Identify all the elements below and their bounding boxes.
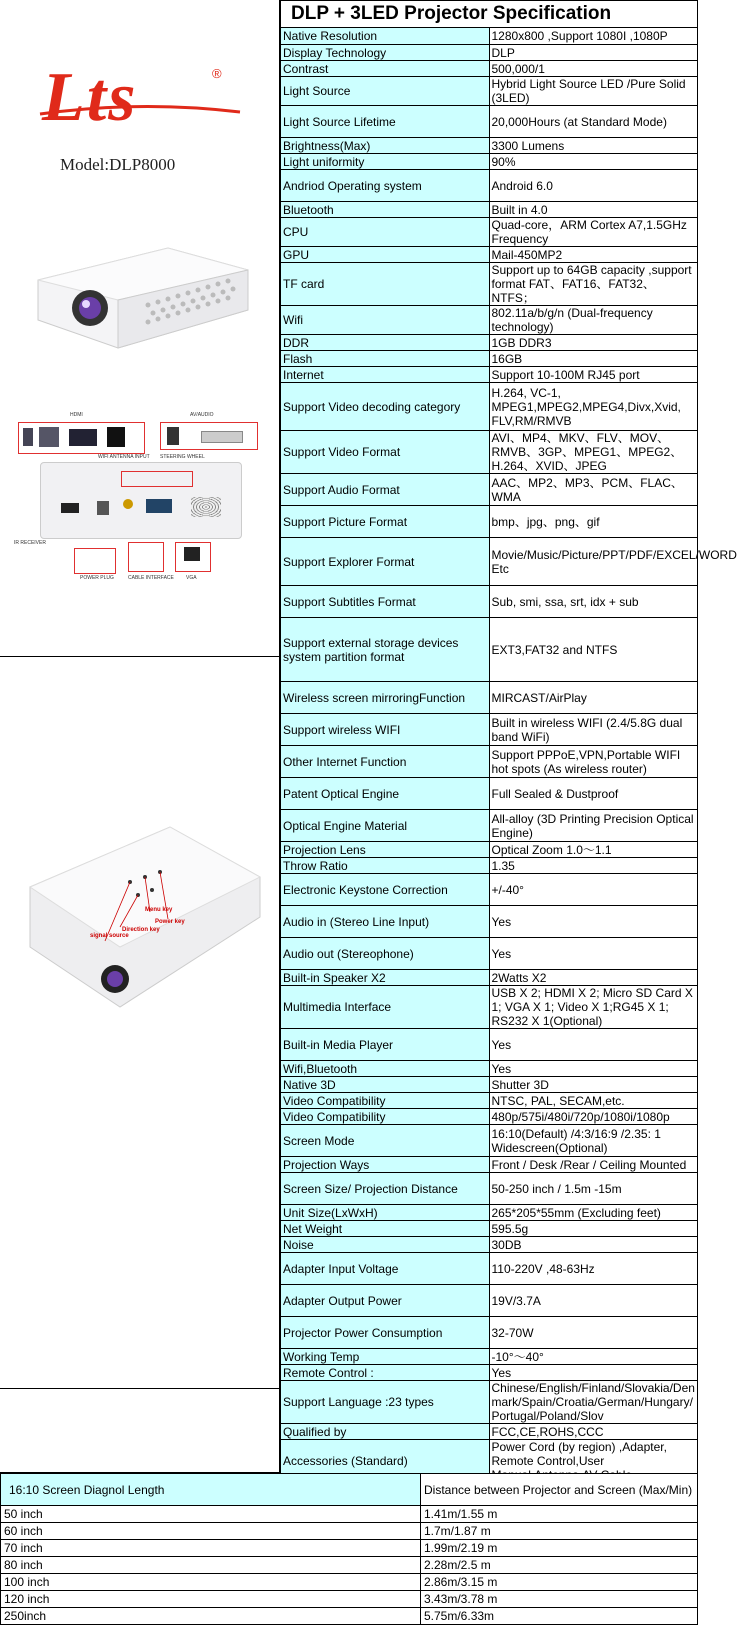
spec-label: Native 3D: [281, 1077, 490, 1093]
spec-value: Yes: [489, 1029, 698, 1061]
size-distance: 3.43m/3.78 m: [421, 1591, 698, 1608]
spec-value: 16GB: [489, 351, 698, 367]
spec-value: H.264, VC-1, MPEG1,MPEG2,MPEG4,Divx,Xvid, FLV,RM/RMVB: [489, 383, 698, 431]
spec-row: [281, 474, 698, 506]
model-label: Model:DLP8000: [60, 155, 176, 174]
spec-label: Brightness(Max): [281, 138, 490, 154]
spec-value: 500,000/1: [489, 61, 698, 77]
spec-row: [281, 247, 698, 263]
spec-row: [281, 970, 698, 986]
spec-label: Display Technology: [281, 45, 490, 61]
size-diagonal: 120 inch: [1, 1591, 421, 1608]
spec-row: [281, 138, 698, 154]
spec-value: -10°～40°: [489, 1349, 698, 1365]
spec-label: Electronic Keystone Correction: [281, 874, 490, 906]
monitor-icon: [184, 547, 200, 561]
label-hdmi: HDMI: [70, 412, 83, 418]
projector-top-view-photo: [20, 817, 270, 1017]
spec-row: [281, 842, 698, 858]
spec-row: [281, 28, 698, 45]
spec-value: Android 6.0: [489, 170, 698, 202]
spec-label: Accessories (Standard): [281, 1440, 490, 1483]
spec-value: NTSC, PAL, SECAM,etc.: [489, 1093, 698, 1109]
spec-label: Internet: [281, 367, 490, 383]
label-signal-source: signal source: [90, 933, 129, 939]
spec-value: Mail-450MP2: [489, 247, 698, 263]
spec-row: [281, 202, 698, 218]
spec-value: Shutter 3D: [489, 1077, 698, 1093]
product-photo-panel: [0, 657, 280, 1389]
spec-row: [281, 586, 698, 618]
spec-label: DDR: [281, 335, 490, 351]
spec-row: [281, 538, 698, 586]
header-distance: Distance between Projector and Screen (Max/Min): [421, 1474, 698, 1506]
spec-label: Wifi,Bluetooth: [281, 1061, 490, 1077]
size-row: [1, 1523, 698, 1540]
spec-value: 2Watts X2: [489, 970, 698, 986]
spec-label: Light Source: [281, 77, 490, 106]
spec-row: [281, 1424, 698, 1440]
spec-row: [281, 938, 698, 970]
spec-label: Support Video Format: [281, 431, 490, 474]
size-diagonal: 100 inch: [1, 1574, 421, 1591]
spec-row: [281, 1381, 698, 1424]
spec-value: Support up to 64GB capacity ,support format FAT、FAT16、FAT32、NTFS；: [489, 263, 698, 306]
console-icon: [107, 427, 125, 447]
header-diagonal: 16:10 Screen Diagnol Length: [1, 1474, 421, 1506]
spec-table: [280, 0, 737, 1483]
size-distance: 1.7m/1.87 m: [421, 1523, 698, 1540]
size-row: [1, 1557, 698, 1574]
spec-label: Light Source Lifetime: [281, 106, 490, 138]
size-distance: 1.41m/1.55 m: [421, 1506, 698, 1523]
spec-label: Video Compatibility: [281, 1109, 490, 1125]
spec-label: Throw Ratio: [281, 858, 490, 874]
spec-row: [281, 170, 698, 202]
label-vga: VGA: [186, 575, 197, 581]
spec-label: Built-in Speaker X2: [281, 970, 490, 986]
spec-row: [281, 367, 698, 383]
spec-value: Built in wireless WIFI (2.4/5.8G dual band WiFi): [489, 714, 698, 746]
spec-row: [281, 1285, 698, 1317]
label-steering-wheel: STEERING WHEEL: [160, 454, 205, 460]
spec-label: GPU: [281, 247, 490, 263]
spec-value: Chinese/English/Finland/Slovakia/Denmark/Spain/Croatia/German/Hungary/Portugal/Poland/Slov: [489, 1381, 698, 1424]
spec-value: Yes: [489, 938, 698, 970]
spec-value: 1.35: [489, 858, 698, 874]
spec-row: [281, 1109, 698, 1125]
spec-row: [281, 874, 698, 906]
spec-value: Power Cord (by region) ,Adapter, Remote Control,User: [489, 1440, 698, 1483]
spec-value: 20,000Hours (at Standard Mode): [489, 106, 698, 138]
spec-row: [281, 858, 698, 874]
size-row: [1, 1574, 698, 1591]
spec-label: Adapter Output Power: [281, 1285, 490, 1317]
label-power-plug: POWER PLUG: [80, 575, 114, 581]
spec-label: Projection Lens: [281, 842, 490, 858]
spec-label: Contrast: [281, 61, 490, 77]
brand-panel: [0, 0, 280, 657]
spec-value: Movie/Music/Picture/PPT/PDF/EXCEL/WORD Etc: [489, 538, 698, 586]
power-plug-box: [74, 548, 116, 574]
spec-row: [281, 682, 698, 714]
spec-label: Light uniformity: [281, 154, 490, 170]
spec-label: Support Explorer Format: [281, 538, 490, 586]
spec-value: 1280x800 ,Support 1080I ,1080P: [489, 28, 698, 45]
tablet-icon: [39, 427, 59, 447]
spec-value: 802.11a/b/g/n (Dual-frequency technology): [489, 306, 698, 335]
screen-size-table: [0, 1473, 698, 1625]
spec-label: Unit Size(LxWxH): [281, 1205, 490, 1221]
spec-value: Built in 4.0: [489, 202, 698, 218]
spec-value: Front / Desk /Rear / Ceiling Mounted: [489, 1157, 698, 1173]
spec-label: Net Weight: [281, 1221, 490, 1237]
spec-row: [281, 1125, 698, 1157]
spec-row: [281, 1365, 698, 1381]
spec-value: All-alloy (3D Printing Precision Optical Engine): [489, 810, 698, 842]
spec-row: [281, 351, 698, 367]
spec-label: Native Resolution: [281, 28, 490, 45]
spec-label: Audio out (Stereophone): [281, 938, 490, 970]
spec-row: [281, 335, 698, 351]
size-diagonal: 60 inch: [1, 1523, 421, 1540]
spec-value: 595.5g: [489, 1221, 698, 1237]
spec-label: Patent Optical Engine: [281, 778, 490, 810]
blank-panel: [0, 1389, 280, 1473]
label-menu-key: Menu key: [145, 907, 173, 913]
laptop-icon: [69, 429, 97, 446]
size-distance: 2.86m/3.15 m: [421, 1574, 698, 1591]
spec-row: [281, 1061, 698, 1077]
spec-row: [281, 154, 698, 170]
projector-photo: [28, 240, 253, 360]
spec-value: Hybrid Light Source LED /Pure Solid (3LED): [489, 77, 698, 106]
spec-row: [281, 506, 698, 538]
spec-label: Bluetooth: [281, 202, 490, 218]
size-diagonal: 50 inch: [1, 1506, 421, 1523]
title-row: [281, 1, 698, 28]
spec-label: Optical Engine Material: [281, 810, 490, 842]
spec-row: [281, 906, 698, 938]
spec-label: Support Language :23 types: [281, 1381, 490, 1424]
spec-value: DLP: [489, 45, 698, 61]
spec-label: Support Picture Format: [281, 506, 490, 538]
spec-row: [281, 618, 698, 682]
label-power-key: Power key: [155, 919, 185, 925]
spec-label: Support Subtitles Format: [281, 586, 490, 618]
size-row: [1, 1540, 698, 1557]
size-row: [1, 1506, 698, 1523]
spec-row: [281, 1157, 698, 1173]
spec-label: Audio in (Stereo Line Input): [281, 906, 490, 938]
label-ir-receiver: IR RECEIVER: [14, 540, 46, 546]
spec-value: Yes: [489, 1061, 698, 1077]
spec-value: Sub, smi, ssa, srt, idx + sub: [489, 586, 698, 618]
spec-label: Wifi: [281, 306, 490, 335]
label-cable-interface: CABLE INTERFACE: [128, 575, 174, 581]
size-diagonal: 70 inch: [1, 1540, 421, 1557]
spec-value: AAC、MP2、MP3、PCM、FLAC、WMA: [489, 474, 698, 506]
spec-label: Support wireless WIFI: [281, 714, 490, 746]
spec-row: [281, 306, 698, 335]
spec-value: 1GB DDR3: [489, 335, 698, 351]
spec-label: Other Internet Function: [281, 746, 490, 778]
spec-value: Support PPPoE,VPN,Portable WIFI hot spots (As wireless router): [489, 746, 698, 778]
label-direction-key: Direction key: [122, 927, 160, 933]
size-distance: 1.99m/2.19 m: [421, 1540, 698, 1557]
spec-row: [281, 746, 698, 778]
vent-grille: [191, 497, 221, 517]
projector-rear-view: [40, 462, 242, 539]
spec-label: Flash: [281, 351, 490, 367]
spec-label: Andriod Operating system: [281, 170, 490, 202]
spec-label: Multimedia Interface: [281, 986, 490, 1029]
size-diagonal: 80 inch: [1, 1557, 421, 1574]
spec-label: CPU: [281, 218, 490, 247]
spec-value: EXT3,FAT32 and NTFS: [489, 618, 698, 682]
usb-port: [97, 501, 109, 515]
spec-row: [281, 1077, 698, 1093]
spec-label: TF card: [281, 263, 490, 306]
spec-row: [281, 1093, 698, 1109]
cable-interface-box: [128, 542, 164, 572]
spec-value: 50-250 inch / 1.5m -15m: [489, 1173, 698, 1205]
hdmi-devices-box: [18, 422, 145, 454]
spec-label: Adapter Input Voltage: [281, 1253, 490, 1285]
antenna-port: [123, 499, 133, 509]
spec-value: 265*205*55mm (Excluding feet): [489, 1205, 698, 1221]
spec-row: [281, 218, 698, 247]
spec-label: Qualified by: [281, 1424, 490, 1440]
spec-value: USB X 2; HDMI X 2; Micro SD Card X 1; VGA X 1; Video X 1;RG45 X 1; RS232 X 1(Optional): [489, 986, 698, 1029]
spec-row: [281, 106, 698, 138]
spec-label: Screen Size/ Projection Distance: [281, 1173, 490, 1205]
spec-value: 16:10(Default) /4:3/16:9 /2.35: 1 Widescreen(Optional): [489, 1125, 698, 1157]
size-distance: 5.75m/6.33m: [421, 1608, 698, 1625]
spec-value: 32-70W: [489, 1317, 698, 1349]
spec-row: [281, 1317, 698, 1349]
size-row: [1, 1608, 698, 1625]
size-diagonal: 250inch: [1, 1608, 421, 1625]
spec-value: Optical Zoom 1.0～1.1: [489, 842, 698, 858]
spec-value: Yes: [489, 1365, 698, 1381]
spec-row: [281, 1237, 698, 1253]
spec-row: [281, 1173, 698, 1205]
hdmi-port: [61, 503, 79, 513]
steering-wheel-box: [121, 471, 193, 487]
spec-label: Support Audio Format: [281, 474, 490, 506]
spec-row: [281, 1205, 698, 1221]
spec-label: Wireless screen mirroringFunction: [281, 682, 490, 714]
vga-box: [175, 542, 211, 572]
speaker-icon: [167, 427, 179, 445]
spec-row: [281, 263, 698, 306]
spec-value: Support 10-100M RJ45 port: [489, 367, 698, 383]
vga-port: [146, 499, 172, 513]
spec-value: Quad-core，ARM Cortex A7,1.5GHz Frequency: [489, 218, 698, 247]
registered-mark: ®: [212, 66, 222, 81]
spec-row: [281, 45, 698, 61]
spec-row: [281, 778, 698, 810]
size-table-header: [1, 1474, 698, 1506]
label-av-audio: AV/AUDIO: [190, 412, 214, 418]
spec-value: MIRCAST/AirPlay: [489, 682, 698, 714]
spec-label: Screen Mode: [281, 1125, 490, 1157]
spec-row: [281, 383, 698, 431]
spec-value: FCC,CE,ROHS,CCC: [489, 1424, 698, 1440]
spec-value: 3300 Lumens: [489, 138, 698, 154]
spec-row: [281, 1029, 698, 1061]
spec-value: AVI、MP4、MKV、FLV、MOV、RMVB、3GP、MPEG1、MPEG2、H.264、XVID、JPEG: [489, 431, 698, 474]
spec-row: [281, 810, 698, 842]
spec-label: Support Video decoding category: [281, 383, 490, 431]
spec-row: [281, 986, 698, 1029]
label-wifi-antenna: WIFI ANTENNA INPUT: [98, 454, 150, 460]
spec-value: bmp、jpg、png、gif: [489, 506, 698, 538]
spec-value: 90%: [489, 154, 698, 170]
spec-label: Video Compatibility: [281, 1093, 490, 1109]
av-devices-box: [160, 422, 258, 450]
spec-row: [281, 431, 698, 474]
spec-row: [281, 1349, 698, 1365]
spec-label: Support external storage devices system partition format: [281, 618, 490, 682]
spec-label: Working Temp: [281, 1349, 490, 1365]
spec-label: Noise: [281, 1237, 490, 1253]
spec-row: [281, 714, 698, 746]
logo-swoosh: [40, 104, 240, 118]
size-distance: 2.28m/2.5 m: [421, 1557, 698, 1574]
spec-label: Projection Ways: [281, 1157, 490, 1173]
spec-row: [281, 1253, 698, 1285]
dvd-player-icon: [201, 431, 243, 443]
phone-icon: [23, 428, 33, 446]
size-row: [1, 1591, 698, 1608]
spec-value: 480p/575i/480i/720p/1080i/1080p: [489, 1109, 698, 1125]
spec-value: 19V/3.7A: [489, 1285, 698, 1317]
spec-row: [281, 1221, 698, 1237]
spec-label: Projector Power Consumption: [281, 1317, 490, 1349]
spec-value: Full Sealed & Dustproof: [489, 778, 698, 810]
spec-value: Yes: [489, 906, 698, 938]
ports-diagram: [10, 412, 272, 602]
spec-label: Remote Control :: [281, 1365, 490, 1381]
spec-label: Built-in Media Player: [281, 1029, 490, 1061]
spec-row: [281, 77, 698, 106]
spec-row: [281, 61, 698, 77]
spec-value: 30DB: [489, 1237, 698, 1253]
spec-value: 110-220V ,48-63Hz: [489, 1253, 698, 1285]
spec-value: +/-40°: [489, 874, 698, 906]
page-title: DLP + 3LED Projector Specification: [281, 1, 698, 28]
brand-logo: Lts: [42, 59, 138, 136]
